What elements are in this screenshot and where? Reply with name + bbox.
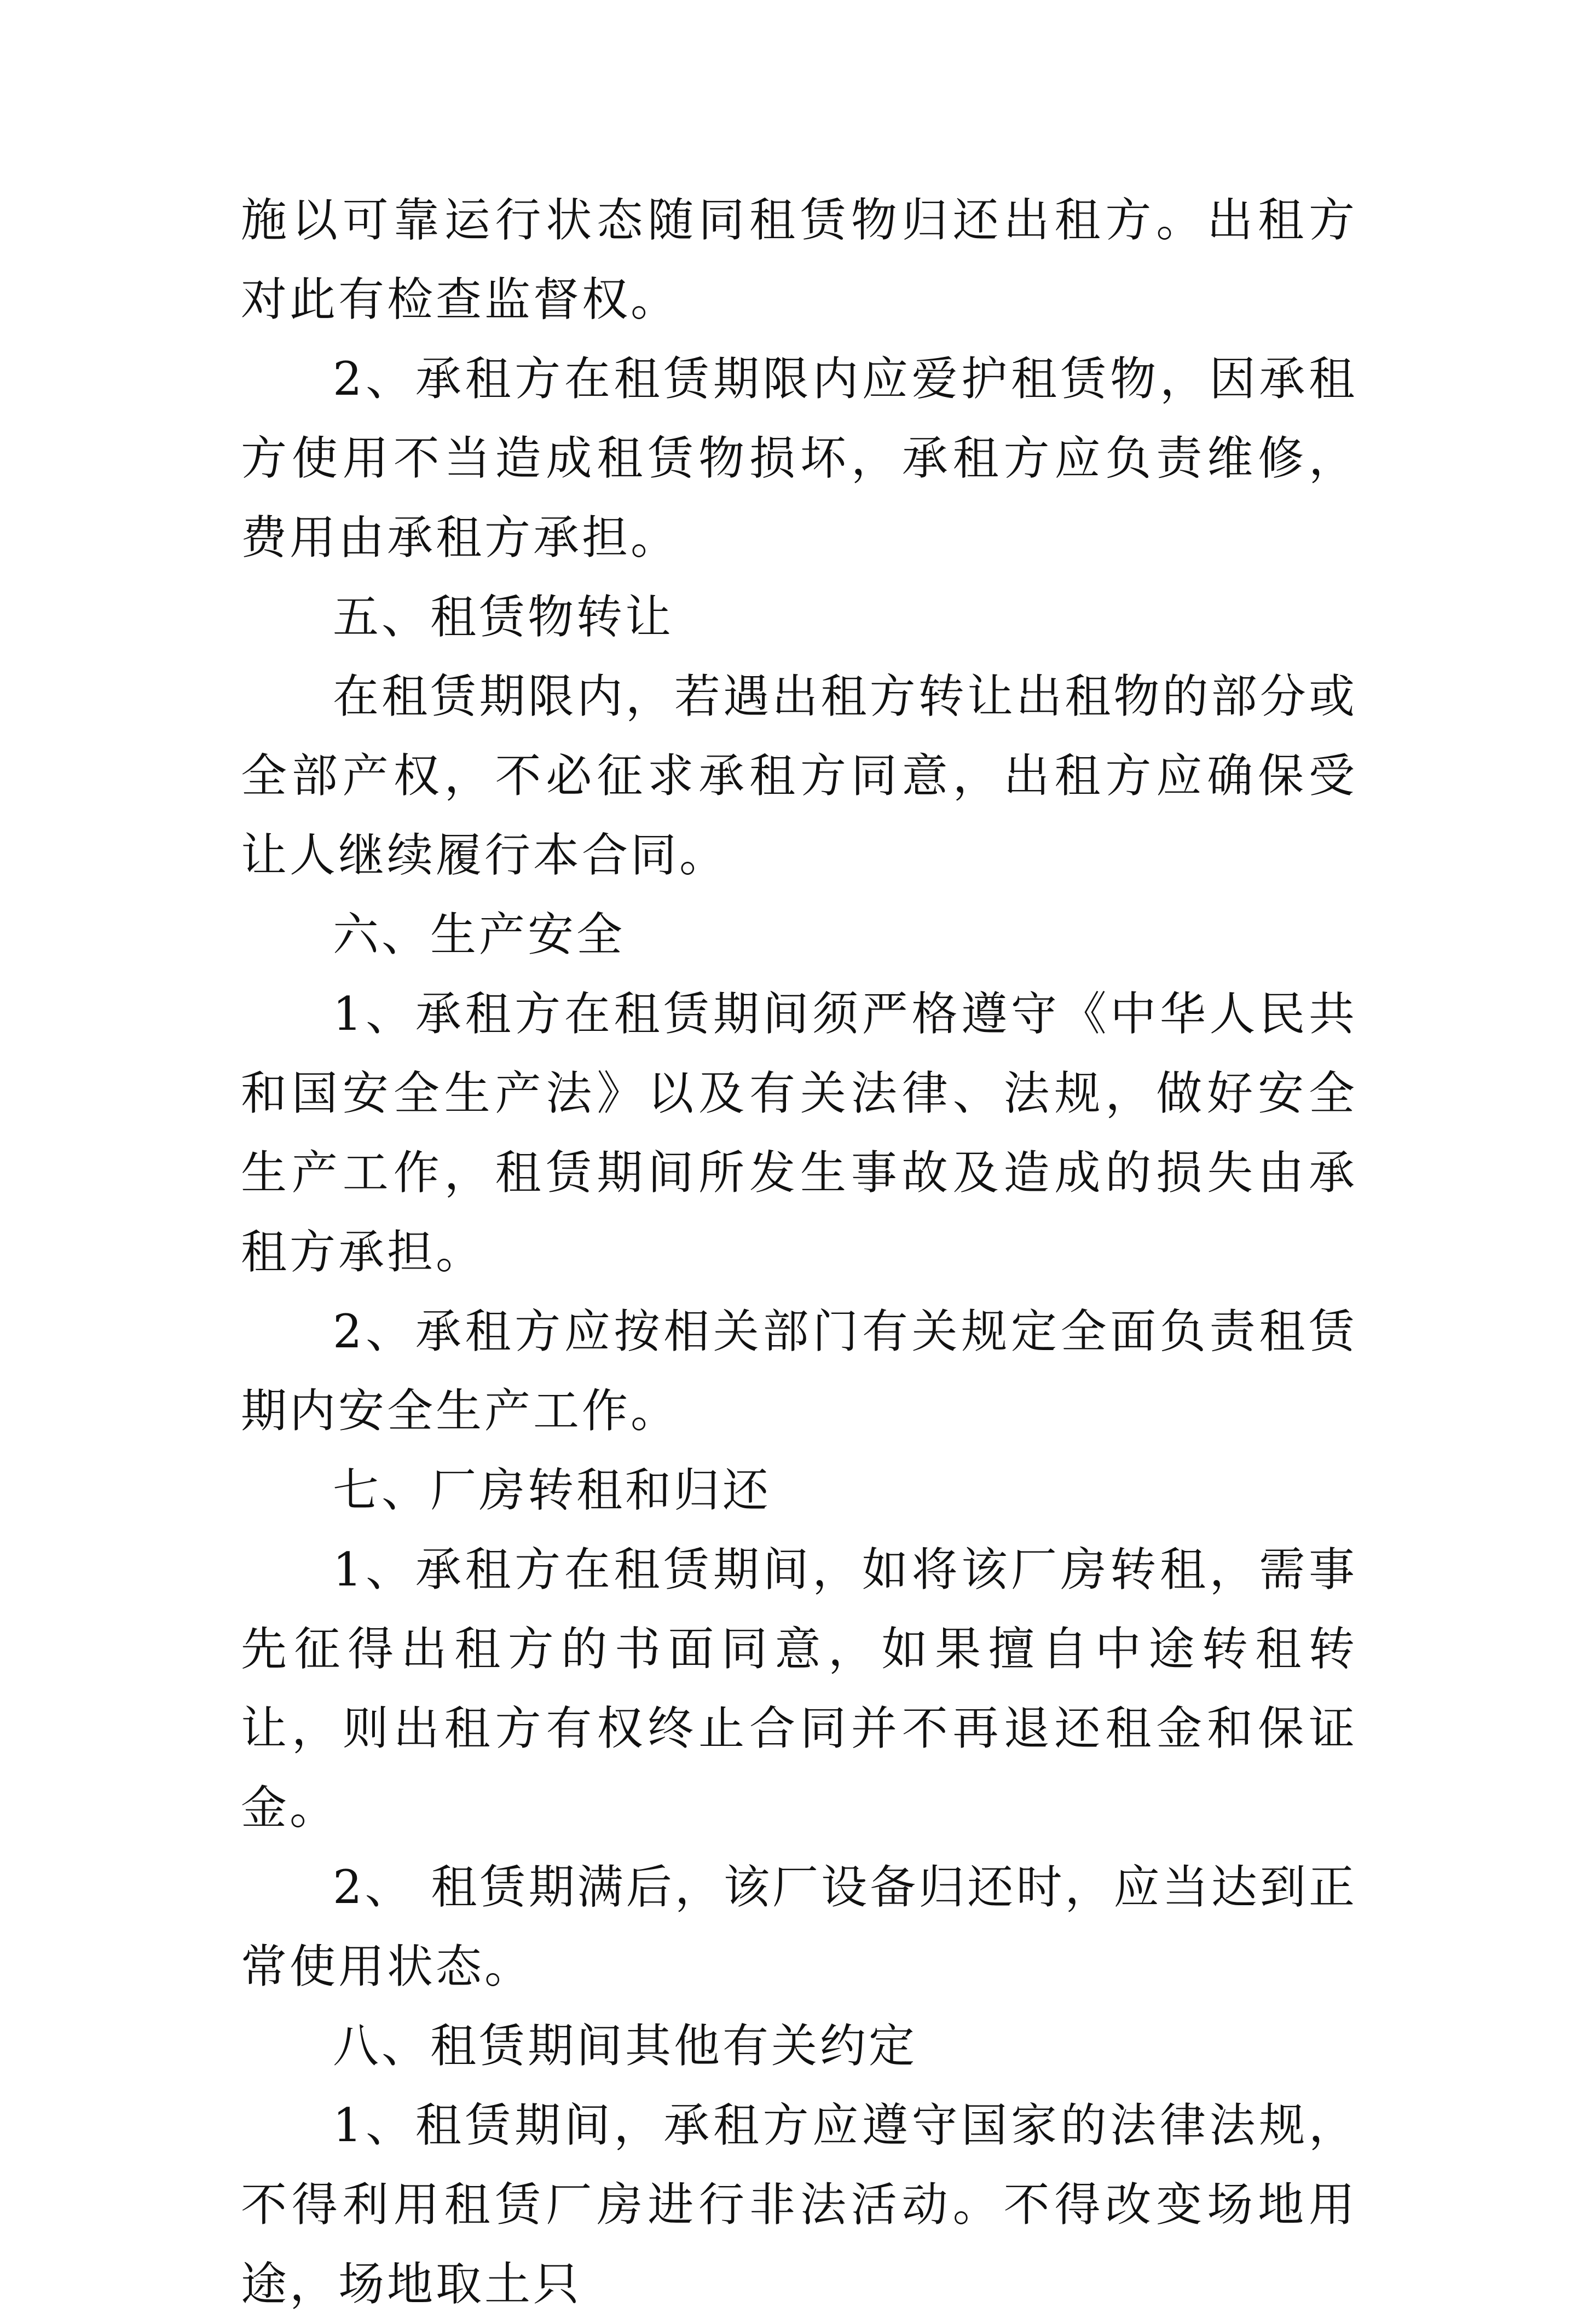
paragraph-clause-6-1: 1、承租方在租赁期间须严格遵守《中华人民共和国安全生产法》以及有关法律、法规，做好安全生产工作，租赁期间所发生事故及造成的损失由承租方承担。	[241, 987, 1357, 1279]
paragraph-clause-5: 在租赁期限内，若遇出租方转让出租物的部分或全部产权，不必征求承租方同意，出租方应确保受让人继续履行本合同。	[241, 670, 1357, 882]
section-heading-8: 八、租赁期间其他有关约定	[333, 2019, 918, 2073]
document-body	[241, 181, 1357, 2324]
paragraph-continuation: 施以可靠运行状态随同租赁物归还出租方。出租方对此有检查监督权。	[241, 193, 1357, 326]
paragraph-clause-7-1: 1、承租方在租赁期间，如将该厂房转租，需事先征得出租方的书面同意，如果擅自中途转租转让，则出租方有权终止合同并不再退还租金和保证金。	[241, 1543, 1357, 1835]
paragraph-clause-8-1: 1、租赁期间，承租方应遵守国家的法律法规，不得利用租赁厂房进行非法活动。不得改变场地用途，场地取土只	[241, 2098, 1357, 2311]
section-heading-5: 五、租赁物转让	[333, 590, 674, 644]
paragraph-clause-7-2: 2、 租赁期满后，该厂设备归还时，应当达到正常使用状态。	[241, 1860, 1357, 1993]
section-heading-7: 七、厂房转租和归还	[333, 1463, 772, 1517]
section-heading-6: 六、生产安全	[333, 908, 626, 961]
paragraph-clause-4-2: 2、承租方在租赁期限内应爱护租赁物，因承租方使用不当造成租赁物损坏，承租方应负责维修，费用由承租方承担。	[241, 352, 1357, 564]
paragraph-clause-6-2: 2、承租方应按相关部门有关规定全面负责租赁期内安全生产工作。	[241, 1305, 1357, 1438]
